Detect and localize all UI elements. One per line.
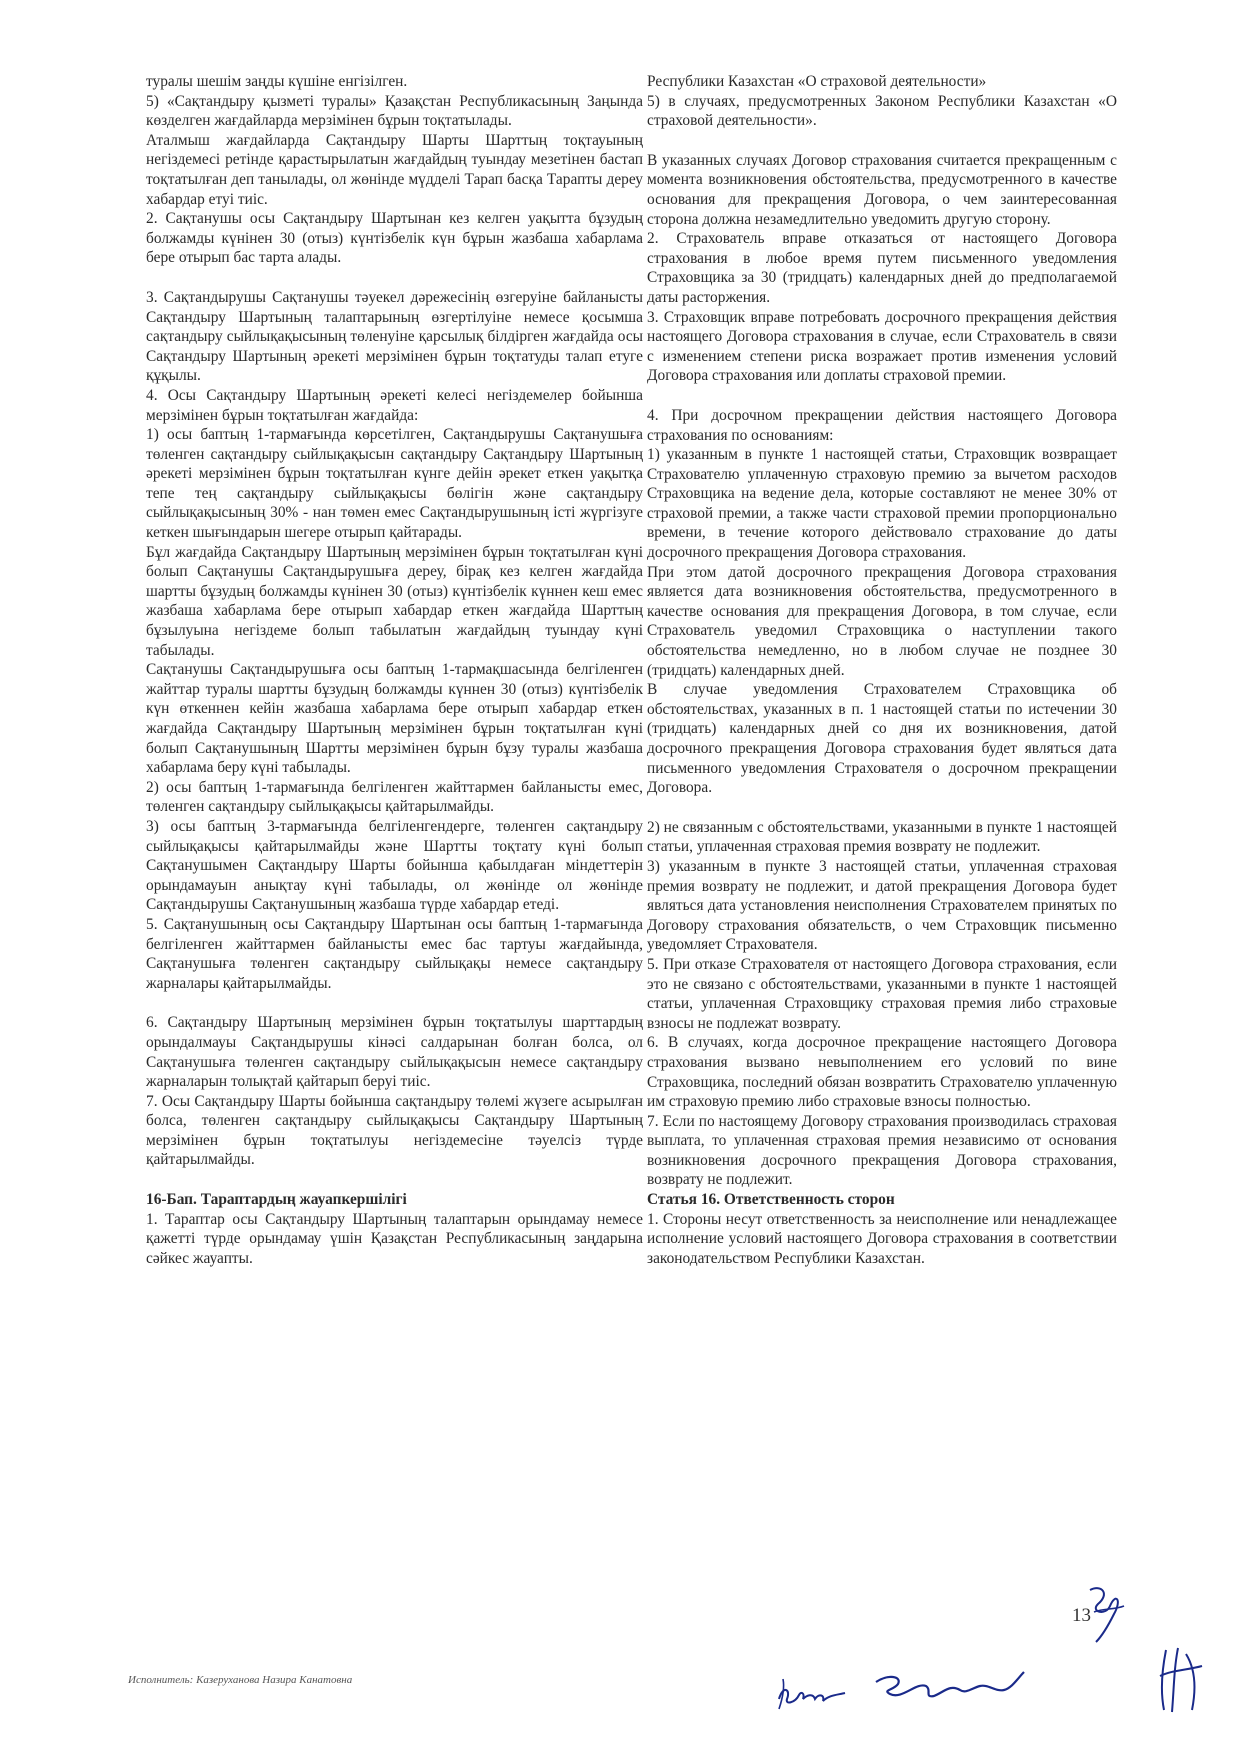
paragraph: В указанных случаях Договор страхования считается прекращенным с момента возникновения обстоятельства, предусмотренного в качестве основания для прекращения Договора, о чем заинтересованная сторона должна незамедлительно уведомить другую сторону. — [647, 151, 1117, 228]
paragraph: 6. Сақтандыру Шартының мерзімінен бұрын тоқтатылуы шарттардың орындалмауы Сақтандырушы кінәсі салдарынан болған болса, ол Сақтанушыға төленген сақтандыру сыйлықақысын немесе сақтандыру жарналарын толықтай қайтарып беруі тиіс. — [146, 1014, 643, 1091]
right-column-russian — [647, 72, 1117, 1268]
paragraph: 1) указанным в пункте 1 настоящей статьи, Страховщик возвращает Страхователю уплаченную страховую премию за вычетом расходов Страховщика на ведение дела, которые составляют не менее 30% от страховой премии, а также части страховой премии пропорционально времени, в течение которого действовало страхование до даты досрочного прекращения Договора страхования. — [647, 446, 1117, 562]
paragraph: 7. Осы Сақтандыру Шарты бойынша сақтандыру төлемі жүзеге асырылған болса, төленген сақтандыру сыйлықақысы Сақтандыру Шартының мерзімінен бұрын тоқтатылуы негіздемесіне тәуелсіз түрде қайтарылмайды. — [146, 1092, 643, 1169]
paragraph: При этом датой досрочного прекращения Договора страхования является дата возникновения обстоятельства, предусмотренного в качестве основания для прекращения Договора, в том случае, если Страхователь уведомил Страховщика о наступлении такого обстоятельства немедленно, но в любом случае не позднее 30 (тридцать) календарных дней. — [647, 563, 1117, 679]
paragraph: 1) осы баптың 1-тармағында көрсетілген, Сақтандырушы Сақтанушыға төленген сақтандыру сыйлықақысын сақтандыру Сақтандыру Шартының әрекеті мерзімінен бұрын тоқтатылған күнге дейін әрекет еткен уақытқа тепе тең сақтандыру сыйлықақысы бөлігін және сақтандыру сыйлықақысының 30% - нан төмен емес Сақтандырушының істі жүргізуге кеткен шығындарын шегере отырып қайтарады. — [146, 426, 643, 542]
section-heading-article-16-kz: 16-Бап. Тараптардың жауапкершілігі — [146, 1191, 407, 1209]
signature-3-icon — [1152, 1640, 1210, 1720]
paragraph: 4. При досрочном прекращении действия настоящего Договора страхования по основаниям: — [647, 406, 1117, 444]
paragraph: В случае уведомления Страхователем Страховщика об обстоятельствах, указанных в п. 1 настоящей статьи по истечении 30 (тридцать) календарных дней со дня их возникновения, датой досрочного прекращения Договора страхования будет являться дата письменного уведомления Страхователя о досрочном прекращении Договора. — [647, 681, 1117, 797]
paragraph: 2. Сақтанушы осы Сақтандыру Шартынан кез келген уақытта бұзудың болжамды күнінен 30 (отыз) күнтізбелік күн бұрын жазбаша хабарлама бере отырып бас тарта алады. — [146, 210, 643, 267]
paragraph: Бұл жағдайда Сақтандыру Шартының мерзімінен бұрын тоқтатылған күні болып Сақтанушы Сақтандырушыға дереу, бірақ кез келген жағдайда шартты бұзудың болжамды күнінен 30 (отыз) күнтізбелік күннен кеш емес жазбаша хабарлама бере отырып хабардар еткен жағдайда Шарттың бұзылуына негіздеме болып табылатын жағдайдың туындау күні табылады. — [146, 543, 643, 659]
paragraph: 2. Страхователь вправе отказаться от настоящего Договора страхования в любое время путем письменного уведомления Страховщика за 30 (тридцать) календарных дней до предполагаемой даты расторжения. — [647, 230, 1117, 306]
paragraph: 3. Сақтандырушы Сақтанушы тәуекел дәрежесінің өзгеруіне байланысты Сақтандыру Шартының талаптарының өзгертілуіне немесе қосымша сақтандыру сыйлықақысының төленуіне қарсылық білдірген жағдайда осы Сақтандыру Шартының әрекеті мерзімінен бұрын тоқтатуды талап етуге құқылы. — [146, 288, 643, 385]
initials-signature-icon — [1080, 1582, 1132, 1644]
paragraph: 5) в случаях, предусмотренных Законом Республики Казахстан «О страховой деятельности». — [647, 92, 1117, 130]
signature-1-icon — [773, 1665, 853, 1713]
paragraph: 2) осы баптың 1-тармағында белгіленген жайттармен байланысты емес, төленген сақтандыру сыйлықақысы қайтарылмайды. — [146, 778, 643, 816]
paragraph: 3. Страховщик вправе потребовать досрочного прекращения действия настоящего Договора страхования в случае, если Страхователь в связи с изменением степени риска возражает против изменения условий Договора страхования или доплаты страховой премии. — [647, 308, 1117, 385]
paragraph: Сақтанушы Сақтандырушыға осы баптың 1-тармақшасында белгіленген жайттар туралы шартты бұзудың болжамды күннен 30 (отыз) күнтізбелік күн өткеннен кейін жазбаша хабарлама бере отырып хабардар еткен жағдайда Сақтандыру Шартының мерзімінен бұрын тоқтатылған күні болып Сақтанушының Шартты мерзімінен бұрын бұзу туралы жазбаша хабарлама беру күні табылады. — [146, 661, 643, 777]
paragraph: 5. При отказе Страхователя от настоящего Договора страхования, если это не связано с обстоятельствами, указанными в пункте 1 настоящей статьи, уплаченная Страховщику страховая премия либо страховые взносы не подлежат возврату. — [647, 955, 1117, 1032]
paragraph: Аталмыш жағдайларда Сақтандыру Шарты Шарттың тоқтауының негіздемесі ретінде қарастырылатын жағдайдың туындау мезетінен бастап тоқтатылған деп танылады, ол жөнінде мүдделі Тарап басқа Тарапты дереу хабардар етуі тиіс. — [146, 131, 643, 208]
paragraph: 6. В случаях, когда досрочное прекращение настоящего Договора страхования вызвано невыполнением его условий по вине Страховщика, последний обязан возвратить Страхователю уплаченную им страховую премию либо страховые взносы полностью. — [647, 1034, 1117, 1111]
signature-2-icon — [868, 1660, 1028, 1710]
paragraph: 3) указанным в пункте 3 настоящей статьи, уплаченная страховая премия возврату не подлежит, и датой прекращения Договора будет являться дата установления неисполнения Страхователем принятых по Договору страхования обязательств, о чем Страховщик письменно уведомляет Страхователя. — [647, 857, 1117, 954]
paragraph: 7. Если по настоящему Договору страхования производилась страховая выплата, то уплаченная страховая премия независимо от основания возникновения досрочного прекращения Договора страхования, возврату не подлежит. — [647, 1112, 1117, 1189]
paragraph: Республики Казахстан «О страховой деятельности» — [647, 73, 987, 90]
left-column-kazakh — [146, 72, 643, 1268]
paragraph: 5) «Сақтандыру қызметі туралы» Қазақстан Республикасының Заңында көзделген жағдайларда мерзімінен бұрын тоқтатылады. — [146, 92, 643, 130]
paragraph: 1. Стороны несут ответственность за неисполнение или ненадлежащее исполнение условий настоящего Договора страхования в соответствии законодательством Республики Казахстан. — [647, 1210, 1117, 1267]
paragraph: 3) осы баптың 3-тармағында белгіленгендерге, төленген сақтандыру сыйлықақысы қайтарылмайды және Шартты тоқтату күні болып Сақтанушымен Сақтандыру Шарты бойынша қабылдаған міндеттерін орындамауын анықтау күні табылады, ол жөнінде ол жөнінде Сақтандырушы Сақтанушының жазбаша түрде хабардар етеді. — [146, 817, 643, 914]
executor-note: Исполнитель: Казеруханова Назира Канатовна — [128, 1674, 353, 1686]
section-heading-article-16-ru: Статья 16. Ответственность сторон — [647, 1191, 895, 1209]
page-number: 13 — [1072, 1605, 1091, 1626]
paragraph: 1. Тараптар осы Сақтандыру Шартының талаптарын орындамау немесе қажетті түрде орындамау үшін Қазақстан Республикасының заңдарына сәйкес жауапты. — [146, 1210, 643, 1267]
paragraph: 4. Осы Сақтандыру Шартының әрекеті келесі негіздемелер бойынша мерзімінен бұрын тоқтатылған жағдайда: — [146, 386, 643, 424]
paragraph: туралы шешім заңды күшіне енгізілген. — [146, 73, 408, 90]
paragraph: 2) не связанным с обстоятельствами, указанными в пункте 1 настоящей статьи, уплаченная страховая премия возврату не подлежит. — [647, 818, 1117, 856]
paragraph: 5. Сақтанушының осы Сақтандыру Шартынан осы баптың 1-тармағында белгіленген жайттармен байланысты емес бас тартуы жағдайында, Сақтанушыға төленген сақтандыру сыйлықақы немесе сақтандыру жарналары қайтарылмайды. — [146, 915, 643, 992]
